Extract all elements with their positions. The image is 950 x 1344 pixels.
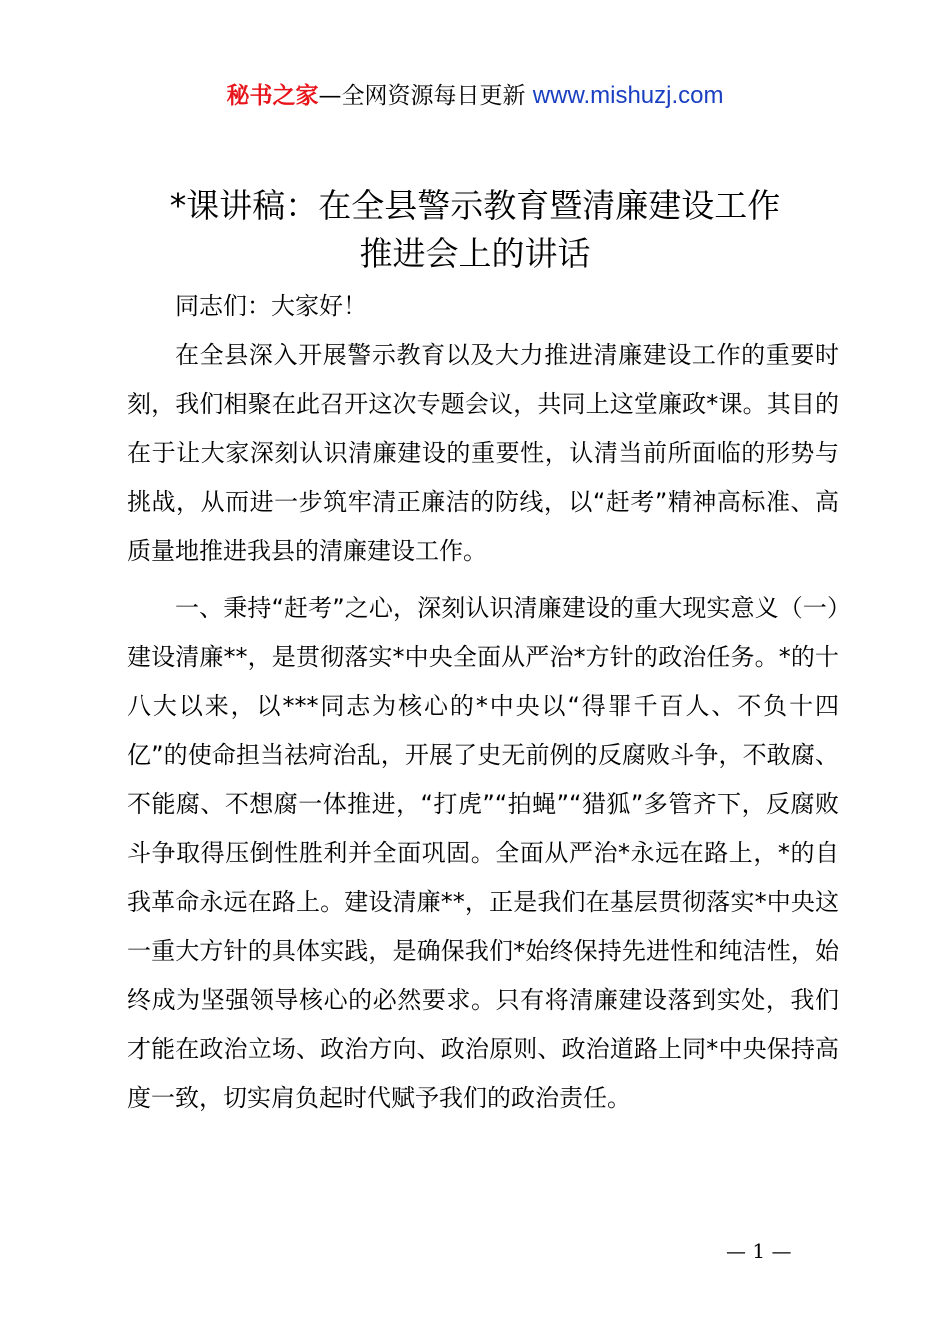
title-line-2: 推进会上的讲话 [359, 234, 591, 273]
intro-paragraph: 在全县深入开展警示教育以及大力推进清廉建设工作的重要时刻，我们相聚在此召开这次专题会议，共同上这堂廉政*课。其目的在于让大家深刻认识清廉建设的重要性，认清当前所面临的形势与挑战，从而进一步筑牢清正廉洁的防线，以“赶考”精神高标准、高质量地推进我县的清廉建设工作。 [127, 341, 839, 565]
site-banner [0, 76, 950, 116]
site-url-link[interactable]: www.mishuzj.com [532, 82, 724, 109]
page-number: — 1 — [726, 1239, 792, 1263]
brand-name: 秘书之家 [226, 83, 319, 109]
document-title [100, 182, 850, 278]
site-tagline: —全网资源每日更新 [318, 83, 526, 109]
section-one-paragraph: 一、秉持“赶考”之心，深刻认识清廉建设的重大现实意义（一）建设清廉**，是贯彻落实*中央全面从严治*方针的政治任务。*的十八大以来，以***同志为核心的*中央以“得罪千百人、不负十四亿”的使命担当祛疴治乱，开展了史无前例的反腐败斗争，不敢腐、不能腐、不想腐一体推进，“打虎”“拍蝇”“猎狐”多管齐下，反腐败斗争取得压倒性胜利并全面巩固。全面从严治*永远在路上，*的自我革命永远在路上。建设清廉**，正是我们在基层贯彻落实*中央这一重大方针的具体实践，是确保我们*始终保持先进性和纯洁性，始终成为坚强领导核心的必然要求。只有将清廉建设落到实处，我们才能在政治立场、政治方向、政治原则、政治道路上同*中央保持高度一致，切实肩负起时代赋予我们的政治责任。 [127, 594, 839, 1112]
document-body [127, 282, 839, 1123]
greeting-paragraph: 同志们：大家好！ [175, 292, 367, 320]
title-line-1: *课讲稿：在全县警示教育暨清廉建设工作 [169, 186, 781, 225]
